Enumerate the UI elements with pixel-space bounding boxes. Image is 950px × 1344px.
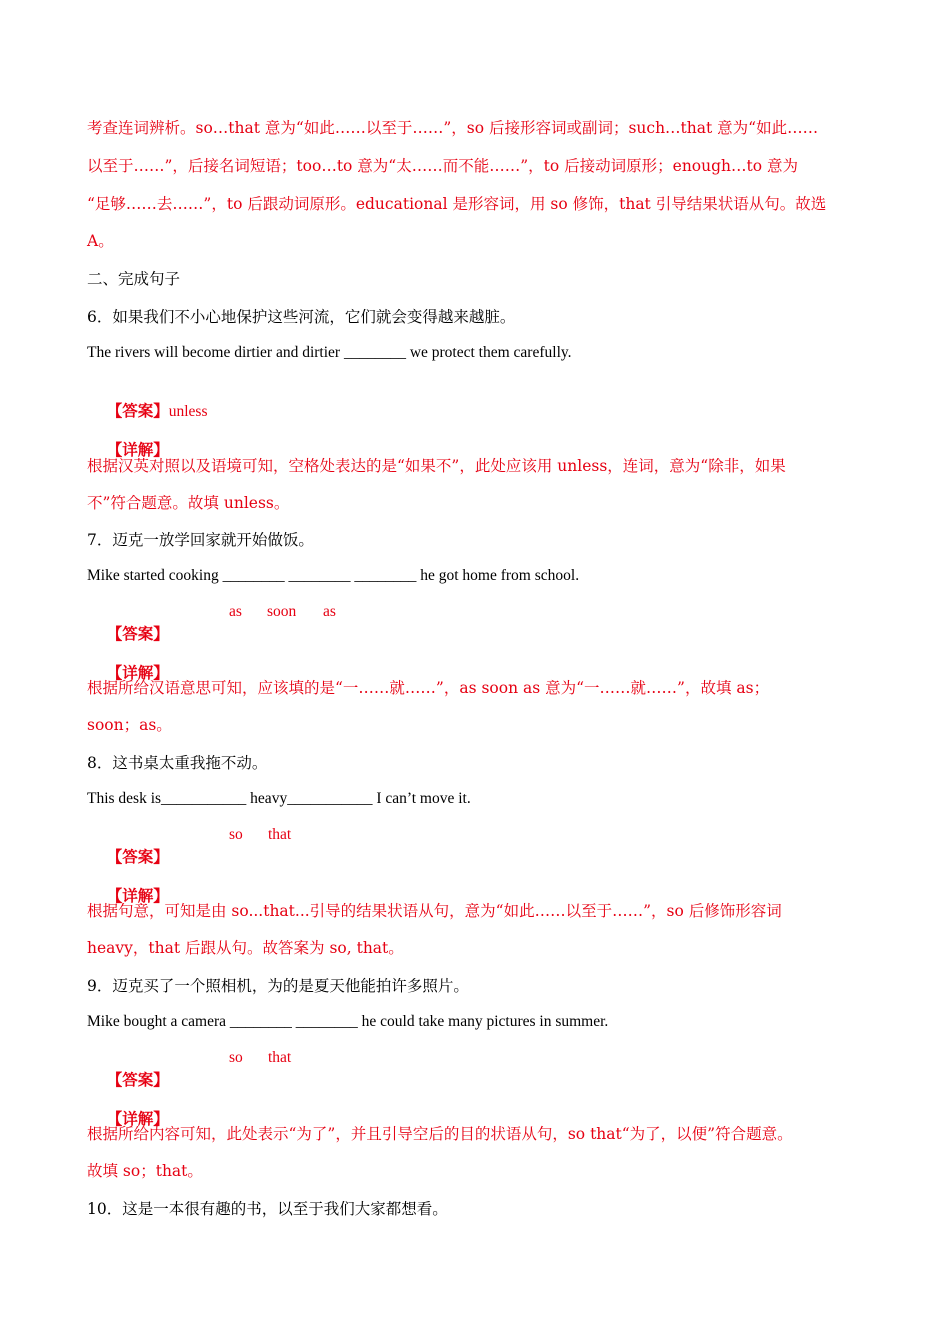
- q9-chinese: 9．迈克买了一个照相机，为的是夏天他能拍许多照片。: [87, 977, 469, 995]
- q6-explanation-line-2: 不”符合题意。故填 unless。: [87, 494, 290, 512]
- q8-english: This desk is___________ heavy___________ I can’t move it.: [87, 790, 471, 807]
- detail-label: 【详解】: [106, 440, 169, 459]
- q7-chinese: 7．迈克一放学回家就开始做饭。: [87, 531, 314, 549]
- q8-answer-2: that: [268, 826, 292, 843]
- answer-label: 【答案】: [106, 624, 169, 643]
- q8-explanation-line-2: heavy，that 后跟从句。故答案为 so, that。: [87, 939, 404, 957]
- q6-explanation-line-1: 根据汉英对照以及语境可知，空格处表达的是“如果不”，此处应该用 unless，连词，意为“除非，如果: [87, 457, 786, 475]
- q6-english: The rivers will become dirtier and dirtier ________ we protect them carefully.: [87, 344, 572, 361]
- q7-english: Mike started cooking ________ ________ ________ he got home from school.: [87, 567, 580, 584]
- answer-label: 【答案】: [106, 847, 169, 866]
- q7-answer-2: soon: [267, 603, 297, 620]
- q8-chinese: 8．这书桌太重我拖不动。: [87, 754, 268, 772]
- explanation-5-line-1: 考查连词辨析。so…that 意为“如此……以至于……”，so 后接形容词或副词；such…that 意为“如此……: [87, 119, 819, 137]
- q9-answer-1: so: [229, 1049, 243, 1066]
- q8-answer-1: so: [229, 826, 243, 843]
- answer-label: 【答案】: [106, 1070, 169, 1089]
- q7-explanation-line-1: 根据所给汉语意思可知，应该填的是“一……就……”，as soon as 意为“一……就……”，故填 as；: [87, 679, 770, 697]
- q9-answer-2: that: [268, 1049, 292, 1066]
- q6-answer: unless: [168, 403, 208, 420]
- detail-label: 【详解】: [106, 886, 169, 905]
- q9-explanation-line-2: 故填 so；that。: [87, 1162, 203, 1180]
- answer-label: 【答案】: [106, 401, 169, 420]
- q9-explanation-line-1: 根据所给内容可知，此处表示“为了”，并且引导空后的目的状语从句，so that“为了，以便”符合题意。: [87, 1125, 793, 1143]
- q9-english: Mike bought a camera ________ ________ he could take many pictures in summer.: [87, 1013, 609, 1030]
- q7-answer-1: as: [229, 603, 242, 620]
- q7-explanation-line-2: soon；as。: [87, 716, 172, 734]
- explanation-5-line-4: A。: [87, 232, 114, 250]
- explanation-5-line-3: “足够……去……”，to 后跟动词原形。educational 是形容词，用 so 修饰，that 引导结果状语从句。故选: [87, 195, 827, 213]
- explanation-5-line-2: 以至于……”，后接名词短语；too…to 意为“太……而不能……”，to 后接动词原形；enough…to 意为: [87, 157, 799, 175]
- q7-answer-3: as: [323, 603, 336, 620]
- section-title: 二、完成句子: [87, 270, 181, 288]
- q8-explanation-line-1: 根据句意，可知是由 so...that...引导的结果状语从句，意为“如此……以至于……”，so 后修饰形容词: [87, 902, 782, 920]
- q6-chinese: 6．如果我们不小心地保护这些河流，它们就会变得越来越脏。: [87, 308, 516, 326]
- q10-chinese: 10．这是一本很有趣的书，以至于我们大家都想看。: [87, 1200, 448, 1218]
- detail-label: 【详解】: [106, 663, 169, 682]
- detail-label: 【详解】: [106, 1109, 169, 1128]
